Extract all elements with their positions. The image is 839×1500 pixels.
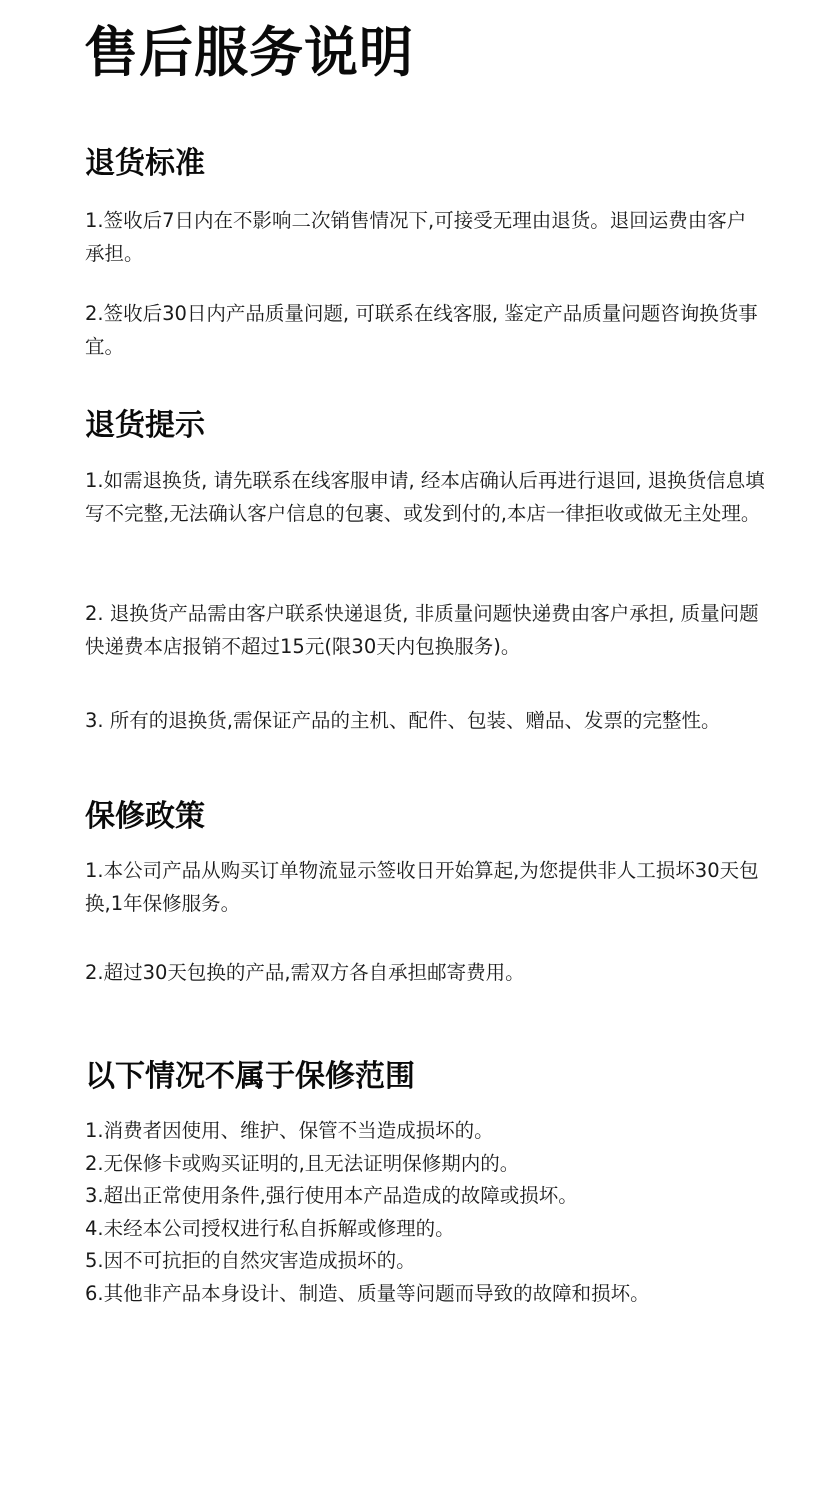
return-standard-item-2: 2.签收后30日内产品质量问题, 可联系在线客服, 鉴定产品质量问题咨询换货事宜。 — [85, 302, 758, 358]
return-tips-item-2: 2. 退换货产品需由客户联系快递退货, 非质量问题快递费由客户承担, 质量问题快递费本店报销不超过15元(限30天内包换服务)。 — [85, 602, 759, 658]
page-title: 售后服务说明 — [84, 21, 414, 84]
section-heading-return-standard: 退货标准 — [85, 146, 205, 181]
return-tips-item-1: 1.如需退换货, 请先联系在线客服申请, 经本店确认后再进行退回, 退换货信息填写不完整,无法确认客户信息的包裹、或发到付的,本店一律拒收或做无主处理。 — [85, 469, 765, 525]
section-heading-return-tips: 退货提示 — [85, 408, 205, 443]
exclusion-item-5: 5.因不可抗拒的自然灾害造成损坏的。 — [85, 1249, 416, 1272]
warranty-policy-item-2: 2.超过30天包换的产品,需双方各自承担邮寄费用。 — [85, 961, 525, 984]
exclusion-item-4: 4.未经本公司授权进行私自拆解或修理的。 — [85, 1216, 455, 1240]
return-standard-item-1: 1.签收后7日内在不影响二次销售情况下,可接受无理由退货。退回运费由客户承担。 — [85, 209, 747, 265]
exclusions-list — [85, 1115, 765, 1310]
return-tips-item-3: 3. 所有的退换货,需保证产品的主机、配件、包装、赠品、发票的完整性。 — [85, 709, 721, 732]
section-heading-warranty-policy: 保修政策 — [85, 799, 205, 834]
warranty-policy-item-1: 1.本公司产品从购买订单物流显示签收日开始算起,为您提供非人工损坏30天包换,1年保修服务。 — [85, 859, 759, 915]
exclusion-item-3: 3.超出正常使用条件,强行使用本产品造成的故障或损坏。 — [85, 1184, 578, 1207]
exclusion-item-6: 6.其他非产品本身设计、制造、质量等问题而导致的故障和损坏。 — [85, 1281, 650, 1305]
section-heading-exclusions: 以下情况不属于保修范围 — [85, 1059, 415, 1094]
exclusion-item-2: 2.无保修卡或购买证明的,且无法证明保修期内的。 — [85, 1151, 520, 1175]
exclusion-item-1: 1.消费者因使用、维护、保管不当造成损坏的。 — [85, 1119, 494, 1142]
